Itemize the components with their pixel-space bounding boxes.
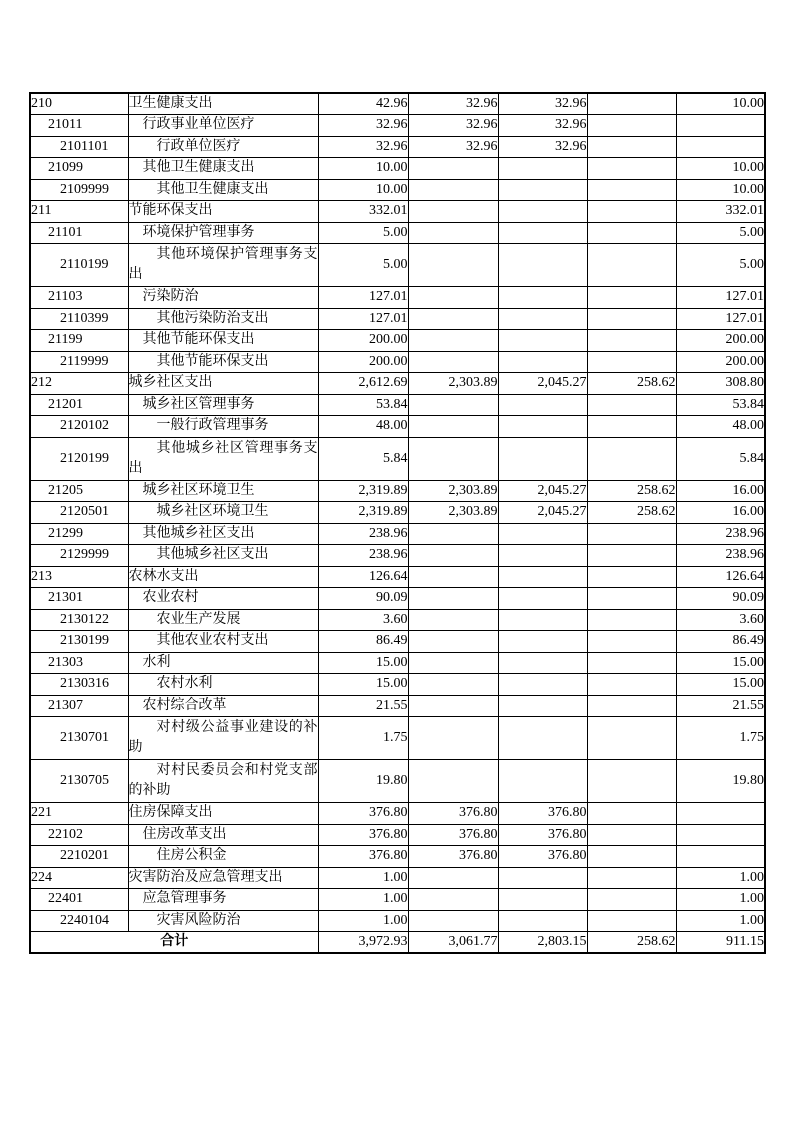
value-cell-4 (676, 115, 765, 137)
code-cell: 2120102 (30, 416, 128, 438)
table-row-21303 (30, 652, 765, 674)
value-cell-2 (498, 910, 587, 932)
value-cell-1: 376.80 (408, 824, 498, 846)
value-cell-3: 258.62 (587, 480, 676, 502)
value-cell-1: 376.80 (408, 803, 498, 825)
table-row-21299 (30, 523, 765, 545)
table-row-2240104 (30, 910, 765, 932)
table-total-row (30, 932, 765, 954)
value-cell-0: 332.01 (318, 201, 408, 223)
value-cell-0: 15.00 (318, 652, 408, 674)
name-cell: 行政单位医疗 (128, 136, 318, 158)
table-row-2119999 (30, 351, 765, 373)
value-cell-2 (498, 652, 587, 674)
name-cell: 其他节能环保支出 (128, 351, 318, 373)
table-row-2130701 (30, 717, 765, 760)
table-row-224 (30, 867, 765, 889)
code-cell: 2240104 (30, 910, 128, 932)
expenditure-table (29, 92, 766, 954)
total-value-cell-1: 3,061.77 (408, 932, 498, 954)
name-cell: 对村级公益事业建设的补助 (128, 717, 318, 760)
code-cell: 22102 (30, 824, 128, 846)
value-cell-2 (498, 287, 587, 309)
total-value-cell-3: 258.62 (587, 932, 676, 954)
value-cell-0: 200.00 (318, 330, 408, 352)
name-cell: 城乡社区支出 (128, 373, 318, 395)
value-cell-3 (587, 222, 676, 244)
value-cell-2 (498, 609, 587, 631)
value-cell-1: 2,303.89 (408, 502, 498, 524)
table-row-21301 (30, 588, 765, 610)
value-cell-4 (676, 136, 765, 158)
name-cell: 污染防治 (128, 287, 318, 309)
table-row-21205 (30, 480, 765, 502)
value-cell-1 (408, 287, 498, 309)
name-cell: 住房保障支出 (128, 803, 318, 825)
code-cell: 2101101 (30, 136, 128, 158)
name-cell: 水利 (128, 652, 318, 674)
name-cell: 农村综合改革 (128, 695, 318, 717)
value-cell-1: 32.96 (408, 136, 498, 158)
table-row-22102 (30, 824, 765, 846)
table-row-2101101 (30, 136, 765, 158)
value-cell-1 (408, 631, 498, 653)
code-cell: 2110199 (30, 244, 128, 287)
total-label-cell: 合计 (30, 932, 318, 954)
code-cell: 224 (30, 867, 128, 889)
value-cell-0: 127.01 (318, 308, 408, 330)
value-cell-0: 238.96 (318, 523, 408, 545)
value-cell-2 (498, 394, 587, 416)
table-row-2130199 (30, 631, 765, 653)
total-value-cell-2: 2,803.15 (498, 932, 587, 954)
value-cell-2 (498, 330, 587, 352)
value-cell-4: 5.84 (676, 437, 765, 480)
name-cell: 对村民委员会和村党支部的补助 (128, 760, 318, 803)
value-cell-3 (587, 330, 676, 352)
value-cell-1 (408, 910, 498, 932)
table-row-21099 (30, 158, 765, 180)
value-cell-4: 1.00 (676, 867, 765, 889)
name-cell: 其他城乡社区支出 (128, 523, 318, 545)
value-cell-4: 238.96 (676, 523, 765, 545)
value-cell-1 (408, 179, 498, 201)
name-cell: 农业农村 (128, 588, 318, 610)
name-cell: 其他污染防治支出 (128, 308, 318, 330)
name-cell: 其他卫生健康支出 (128, 179, 318, 201)
table-row-210 (30, 93, 765, 115)
value-cell-4: 126.64 (676, 566, 765, 588)
value-cell-2 (498, 760, 587, 803)
value-cell-0: 53.84 (318, 394, 408, 416)
table-row-21201 (30, 394, 765, 416)
code-cell: 213 (30, 566, 128, 588)
code-cell: 2120199 (30, 437, 128, 480)
code-cell: 21299 (30, 523, 128, 545)
value-cell-3 (587, 824, 676, 846)
total-value-cell-0: 3,972.93 (318, 932, 408, 954)
code-cell: 2130122 (30, 609, 128, 631)
value-cell-2 (498, 566, 587, 588)
value-cell-2 (498, 588, 587, 610)
value-cell-4: 127.01 (676, 287, 765, 309)
code-cell: 2120501 (30, 502, 128, 524)
table-row-2130705 (30, 760, 765, 803)
value-cell-2: 376.80 (498, 846, 587, 868)
value-cell-4: 21.55 (676, 695, 765, 717)
value-cell-4: 238.96 (676, 545, 765, 567)
name-cell: 环境保护管理事务 (128, 222, 318, 244)
code-cell: 21201 (30, 394, 128, 416)
value-cell-1: 32.96 (408, 115, 498, 137)
name-cell: 住房改革支出 (128, 824, 318, 846)
name-cell: 卫生健康支出 (128, 93, 318, 115)
value-cell-1 (408, 308, 498, 330)
value-cell-3 (587, 889, 676, 911)
name-cell: 一般行政管理事务 (128, 416, 318, 438)
value-cell-1 (408, 609, 498, 631)
value-cell-4: 5.00 (676, 222, 765, 244)
value-cell-4 (676, 803, 765, 825)
value-cell-4: 16.00 (676, 480, 765, 502)
value-cell-4 (676, 846, 765, 868)
table-row-211 (30, 201, 765, 223)
value-cell-2: 2,045.27 (498, 480, 587, 502)
value-cell-2 (498, 244, 587, 287)
name-cell: 灾害风险防治 (128, 910, 318, 932)
value-cell-2 (498, 695, 587, 717)
code-cell: 2129999 (30, 545, 128, 567)
value-cell-3 (587, 308, 676, 330)
value-cell-4: 10.00 (676, 93, 765, 115)
table-row-21199 (30, 330, 765, 352)
value-cell-1: 2,303.89 (408, 373, 498, 395)
value-cell-1 (408, 760, 498, 803)
value-cell-3 (587, 674, 676, 696)
value-cell-4: 3.60 (676, 609, 765, 631)
value-cell-1 (408, 158, 498, 180)
value-cell-3 (587, 416, 676, 438)
value-cell-1 (408, 695, 498, 717)
value-cell-0: 42.96 (318, 93, 408, 115)
value-cell-4: 5.00 (676, 244, 765, 287)
name-cell: 其他环境保护管理事务支出 (128, 244, 318, 287)
code-cell: 22401 (30, 889, 128, 911)
value-cell-2 (498, 674, 587, 696)
code-cell: 2130705 (30, 760, 128, 803)
table-row-2130316 (30, 674, 765, 696)
value-cell-1 (408, 330, 498, 352)
code-cell: 21303 (30, 652, 128, 674)
value-cell-1 (408, 201, 498, 223)
value-cell-0: 1.75 (318, 717, 408, 760)
table-row-2109999 (30, 179, 765, 201)
value-cell-2 (498, 158, 587, 180)
name-cell: 行政事业单位医疗 (128, 115, 318, 137)
value-cell-4: 200.00 (676, 330, 765, 352)
value-cell-2 (498, 179, 587, 201)
value-cell-3: 258.62 (587, 502, 676, 524)
value-cell-3 (587, 136, 676, 158)
value-cell-4: 332.01 (676, 201, 765, 223)
value-cell-3 (587, 803, 676, 825)
code-cell: 2109999 (30, 179, 128, 201)
table-row-21103 (30, 287, 765, 309)
code-cell: 21199 (30, 330, 128, 352)
value-cell-0: 1.00 (318, 867, 408, 889)
value-cell-1 (408, 394, 498, 416)
value-cell-3 (587, 158, 676, 180)
value-cell-4: 10.00 (676, 179, 765, 201)
value-cell-1 (408, 437, 498, 480)
value-cell-4: 1.75 (676, 717, 765, 760)
value-cell-2: 376.80 (498, 824, 587, 846)
value-cell-2: 376.80 (498, 803, 587, 825)
value-cell-4: 19.80 (676, 760, 765, 803)
table-row-22401 (30, 889, 765, 911)
value-cell-0: 126.64 (318, 566, 408, 588)
value-cell-0: 2,319.89 (318, 502, 408, 524)
value-cell-1: 32.96 (408, 93, 498, 115)
code-cell: 2210201 (30, 846, 128, 868)
name-cell: 城乡社区环境卫生 (128, 502, 318, 524)
value-cell-4: 86.49 (676, 631, 765, 653)
value-cell-1 (408, 588, 498, 610)
value-cell-0: 376.80 (318, 846, 408, 868)
value-cell-4: 16.00 (676, 502, 765, 524)
table-row-221 (30, 803, 765, 825)
value-cell-2 (498, 222, 587, 244)
value-cell-4: 53.84 (676, 394, 765, 416)
value-cell-3 (587, 867, 676, 889)
name-cell: 其他城乡社区管理事务支出 (128, 437, 318, 480)
table-row-2130122 (30, 609, 765, 631)
code-cell: 21307 (30, 695, 128, 717)
value-cell-2 (498, 201, 587, 223)
value-cell-3 (587, 631, 676, 653)
value-cell-3 (587, 351, 676, 373)
value-cell-0: 376.80 (318, 824, 408, 846)
code-cell: 21101 (30, 222, 128, 244)
value-cell-0: 48.00 (318, 416, 408, 438)
table-row-213 (30, 566, 765, 588)
value-cell-2 (498, 437, 587, 480)
name-cell: 其他城乡社区支出 (128, 545, 318, 567)
value-cell-2 (498, 867, 587, 889)
value-cell-2 (498, 351, 587, 373)
value-cell-2 (498, 889, 587, 911)
code-cell: 21301 (30, 588, 128, 610)
code-cell: 21205 (30, 480, 128, 502)
value-cell-0: 1.00 (318, 889, 408, 911)
value-cell-0: 15.00 (318, 674, 408, 696)
table-row-2120102 (30, 416, 765, 438)
value-cell-1 (408, 652, 498, 674)
value-cell-3 (587, 93, 676, 115)
value-cell-0: 238.96 (318, 545, 408, 567)
name-cell: 其他农业农村支出 (128, 631, 318, 653)
value-cell-2: 32.96 (498, 115, 587, 137)
value-cell-1 (408, 351, 498, 373)
value-cell-3 (587, 244, 676, 287)
value-cell-0: 5.00 (318, 222, 408, 244)
value-cell-0: 86.49 (318, 631, 408, 653)
table-row-212 (30, 373, 765, 395)
value-cell-3 (587, 717, 676, 760)
code-cell: 2110399 (30, 308, 128, 330)
value-cell-1 (408, 523, 498, 545)
value-cell-0: 3.60 (318, 609, 408, 631)
table-row-21101 (30, 222, 765, 244)
value-cell-0: 376.80 (318, 803, 408, 825)
value-cell-2 (498, 631, 587, 653)
value-cell-2: 2,045.27 (498, 502, 587, 524)
value-cell-3 (587, 523, 676, 545)
value-cell-0: 32.96 (318, 136, 408, 158)
name-cell: 灾害防治及应急管理支出 (128, 867, 318, 889)
value-cell-3 (587, 545, 676, 567)
code-cell: 221 (30, 803, 128, 825)
value-cell-0: 21.55 (318, 695, 408, 717)
code-cell: 21103 (30, 287, 128, 309)
name-cell: 住房公积金 (128, 846, 318, 868)
code-cell: 21011 (30, 115, 128, 137)
code-cell: 2130316 (30, 674, 128, 696)
code-cell: 2119999 (30, 351, 128, 373)
value-cell-4 (676, 824, 765, 846)
value-cell-1 (408, 545, 498, 567)
name-cell: 农业生产发展 (128, 609, 318, 631)
code-cell: 21099 (30, 158, 128, 180)
value-cell-2 (498, 523, 587, 545)
value-cell-3 (587, 910, 676, 932)
value-cell-4: 1.00 (676, 889, 765, 911)
value-cell-3 (587, 846, 676, 868)
table-row-2110199 (30, 244, 765, 287)
value-cell-2: 32.96 (498, 136, 587, 158)
value-cell-0: 10.00 (318, 158, 408, 180)
table-row-2129999 (30, 545, 765, 567)
value-cell-2 (498, 545, 587, 567)
value-cell-4: 15.00 (676, 652, 765, 674)
value-cell-0: 90.09 (318, 588, 408, 610)
code-cell: 2130701 (30, 717, 128, 760)
table-row-2120199 (30, 437, 765, 480)
value-cell-4: 200.00 (676, 351, 765, 373)
table-row-21011 (30, 115, 765, 137)
value-cell-3 (587, 566, 676, 588)
value-cell-4: 1.00 (676, 910, 765, 932)
value-cell-4: 90.09 (676, 588, 765, 610)
name-cell: 农村水利 (128, 674, 318, 696)
value-cell-1 (408, 244, 498, 287)
value-cell-4: 10.00 (676, 158, 765, 180)
value-cell-4: 127.01 (676, 308, 765, 330)
value-cell-0: 19.80 (318, 760, 408, 803)
value-cell-3 (587, 287, 676, 309)
value-cell-1 (408, 674, 498, 696)
value-cell-3 (587, 115, 676, 137)
value-cell-3 (587, 394, 676, 416)
value-cell-2 (498, 717, 587, 760)
value-cell-2: 32.96 (498, 93, 587, 115)
value-cell-2 (498, 308, 587, 330)
name-cell: 城乡社区环境卫生 (128, 480, 318, 502)
table-row-2120501 (30, 502, 765, 524)
value-cell-3 (587, 201, 676, 223)
table-row-2110399 (30, 308, 765, 330)
value-cell-3 (587, 588, 676, 610)
value-cell-0: 2,612.69 (318, 373, 408, 395)
value-cell-0: 1.00 (318, 910, 408, 932)
value-cell-1 (408, 416, 498, 438)
value-cell-3 (587, 760, 676, 803)
name-cell: 节能环保支出 (128, 201, 318, 223)
value-cell-0: 10.00 (318, 179, 408, 201)
value-cell-3 (587, 695, 676, 717)
code-cell: 210 (30, 93, 128, 115)
expenditure-table-body (30, 93, 765, 953)
value-cell-1 (408, 222, 498, 244)
value-cell-0: 5.00 (318, 244, 408, 287)
value-cell-4: 48.00 (676, 416, 765, 438)
value-cell-1 (408, 889, 498, 911)
value-cell-2: 2,045.27 (498, 373, 587, 395)
value-cell-1 (408, 717, 498, 760)
value-cell-0: 5.84 (318, 437, 408, 480)
value-cell-0: 200.00 (318, 351, 408, 373)
code-cell: 211 (30, 201, 128, 223)
table-row-2210201 (30, 846, 765, 868)
value-cell-3 (587, 437, 676, 480)
table-row-21307 (30, 695, 765, 717)
name-cell: 城乡社区管理事务 (128, 394, 318, 416)
value-cell-0: 127.01 (318, 287, 408, 309)
value-cell-4: 15.00 (676, 674, 765, 696)
value-cell-2 (498, 416, 587, 438)
value-cell-3 (587, 652, 676, 674)
value-cell-0: 32.96 (318, 115, 408, 137)
value-cell-1: 2,303.89 (408, 480, 498, 502)
value-cell-0: 2,319.89 (318, 480, 408, 502)
value-cell-1: 376.80 (408, 846, 498, 868)
name-cell: 其他卫生健康支出 (128, 158, 318, 180)
code-cell: 212 (30, 373, 128, 395)
value-cell-3 (587, 609, 676, 631)
code-cell: 2130199 (30, 631, 128, 653)
value-cell-1 (408, 566, 498, 588)
value-cell-4: 308.80 (676, 373, 765, 395)
name-cell: 应急管理事务 (128, 889, 318, 911)
value-cell-1 (408, 867, 498, 889)
value-cell-3 (587, 179, 676, 201)
name-cell: 其他节能环保支出 (128, 330, 318, 352)
total-value-cell-4: 911.15 (676, 932, 765, 954)
name-cell: 农林水支出 (128, 566, 318, 588)
value-cell-3: 258.62 (587, 373, 676, 395)
